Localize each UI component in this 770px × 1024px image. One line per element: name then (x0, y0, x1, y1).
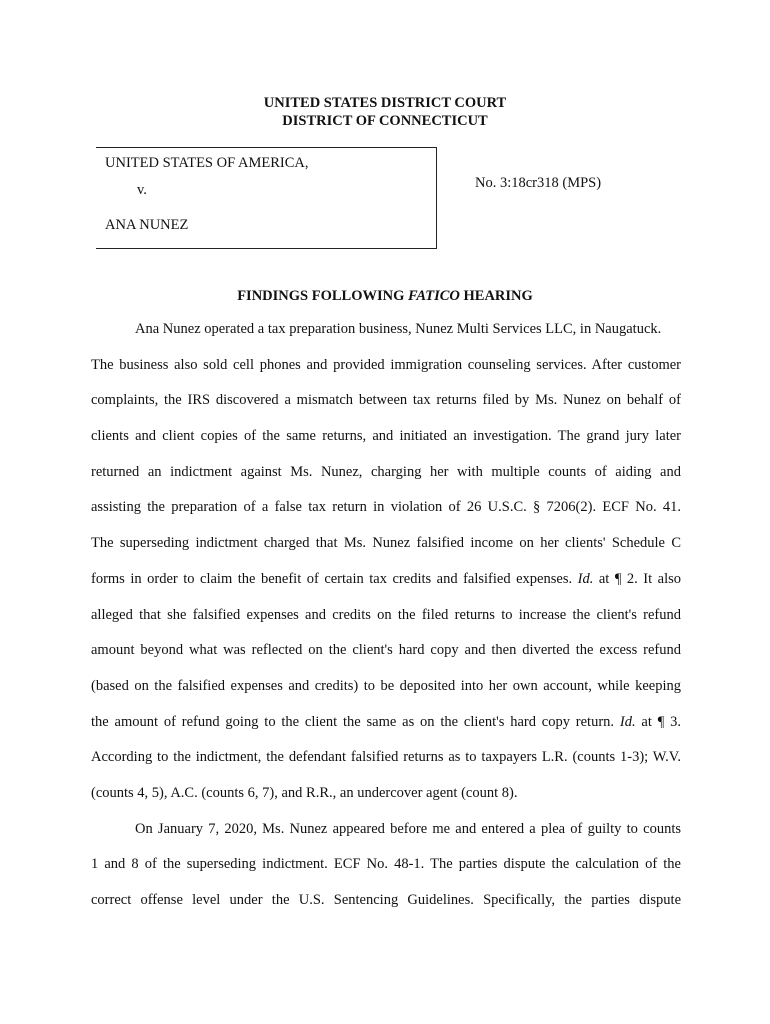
body-line: clients and client copies of the same returns, and initiated an investigation. The grand jury later (91, 428, 681, 445)
body-line-text: forms in order to claim the benefit of certain tax credits and falsified expenses. (91, 570, 573, 587)
title-suffix: HEARING (463, 288, 533, 304)
body-line: assisting the preparation of a false tax return in violation of 26 U.S.C. § 7206(2). ECF No. 41. (91, 499, 681, 516)
document-title (0, 288, 770, 305)
body-line: returned an indictment against Ms. Nunez, charging her with multiple counts of aiding and (91, 463, 681, 480)
body-line: Ana Nunez operated a tax preparation business, Nunez Multi Services LLC, in Naugatuck. (135, 321, 662, 337)
body-line-cite (91, 712, 681, 748)
citation-id: Id. (577, 570, 594, 587)
citation-id: Id. (619, 713, 636, 730)
citation-rest: at ¶ 2. It also (598, 570, 682, 587)
document-body (91, 319, 681, 926)
body-line: On January 7, 2020, Ms. Nunez appeared before me and entered a plea of guilty to counts (135, 820, 681, 837)
body-line: correct offense level under the U.S. Sentencing Guidelines. Specifically, the parties dispute (91, 892, 681, 908)
body-line: The superseding indictment charged that Ms. Nunez falsified income on her clients' Schedule C (91, 535, 681, 552)
body-line-cite (91, 569, 681, 605)
court-name: UNITED STATES DISTRICT COURT (263, 95, 507, 111)
court-district: DISTRICT OF CONNECTICUT (282, 113, 488, 129)
citation-rest: at ¶ 3. (641, 713, 681, 730)
body-line: (counts 4, 5), A.C. (counts 6, 7), and R.R., an undercover agent (count 8). (91, 784, 518, 801)
body-line: amount beyond what was reflected on the client's hard copy and then diverted the excess refund (91, 642, 681, 659)
court-heading (0, 94, 770, 130)
case-number: No. 3:18cr318 (MPS) (475, 175, 602, 191)
body-line-text: the amount of refund going to the client the same as on the client's hard copy return. (91, 713, 615, 730)
body-line: 1 and 8 of the superseding indictment. ECF No. 48-1. The parties dispute the calculation of the (91, 856, 681, 873)
body-line: alleged that she falsified expenses and credits on the filed returns to increase the client's refund (91, 606, 681, 623)
body-line: The business also sold cell phones and provided immigration counseling services. After customer (91, 356, 681, 373)
versus-label: v. (137, 182, 147, 198)
body-line: complaints, the IRS discovered a mismatch between tax returns filed by Ms. Nunez on behalf of (91, 392, 681, 409)
body-line: (based on the falsified expenses and credits) to be deposited into her own account, while keeping (91, 677, 681, 694)
plaintiff-name: UNITED STATES OF AMERICA, (105, 155, 309, 171)
body-line: According to the indictment, the defendant falsified returns as to taxpayers L.R. (counts 1-3); W.V. (91, 749, 681, 766)
defendant-name: ANA NUNEZ (105, 217, 189, 233)
title-italic: FATICO (408, 288, 460, 304)
title-prefix: FINDINGS FOLLOWING (237, 288, 405, 304)
